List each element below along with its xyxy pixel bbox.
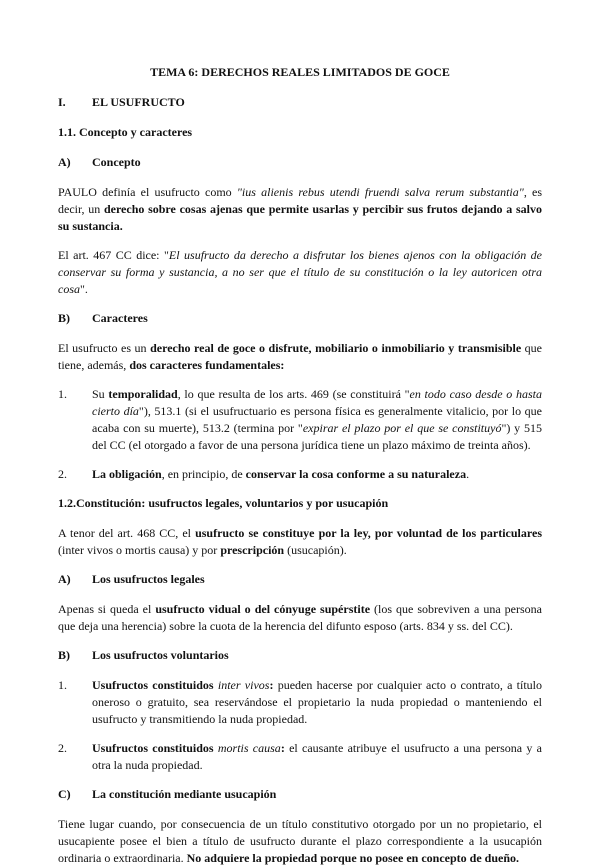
bold-text: conservar la cosa conforme a su naturaleza xyxy=(245,467,467,481)
list-item-temporalidad xyxy=(58,386,542,454)
heading-usufructos-legales xyxy=(58,571,542,588)
paragraph-usucapion xyxy=(58,816,542,867)
paragraph-art-467 xyxy=(58,247,542,298)
bold-text: derecho real de goce o disfrute, mobiliario o inmobiliario y transmisible xyxy=(150,341,522,355)
paragraph-paulo-definition xyxy=(58,184,542,235)
heading-letter: A) xyxy=(58,572,71,586)
heading-label: Los usufructos legales xyxy=(92,572,205,586)
list-item-inter-vivos xyxy=(58,677,542,728)
italic-text: inter vivos xyxy=(213,678,270,692)
subsection-heading-concepto-caracteres: 1.1. Concepto y caracteres xyxy=(58,125,193,139)
italic-text: en todo caso desde o hasta cierto día xyxy=(92,387,542,418)
text-run: (usucapión). xyxy=(284,543,347,557)
heading-letter: B) xyxy=(58,648,70,662)
text-run: PAULO definía el usufructo como xyxy=(58,185,237,199)
heading-concepto xyxy=(58,154,542,171)
paragraph-usufructo-vidual xyxy=(58,601,542,635)
article-quote: El usufructo da derecho a disfrutar los bienes ajenos con la obligación de conservar su forma y sustancia, a no ser que el título de su constitución o la ley autoricen otra cosa xyxy=(58,248,543,296)
list-number: 1. xyxy=(58,387,67,401)
text-run: (los que sobreviven a una persona que deja una herencia) sobre la cuota de la herencia del difunto esposo (arts. 834 y ss. del CC). xyxy=(58,602,542,633)
list-number: 1. xyxy=(58,678,67,692)
section-heading-usufructo xyxy=(58,94,542,111)
bold-definition: derecho sobre cosas ajenas que permite usarlas y percibir sus frutos dejando a salvo su sustancia. xyxy=(58,202,542,233)
text-run: , en principio, de xyxy=(161,467,246,481)
list-item-obligacion xyxy=(58,466,542,483)
italic-text: expirar el plazo por el que se constituyó xyxy=(302,421,502,435)
text-run: Su xyxy=(92,387,109,401)
text-run: . xyxy=(466,467,470,481)
text-run: Tiene lugar cuando, por consecuencia de un título constitutivo otorgado por un no propietario, el usucapiente posee el bien a título de usufructo durante el plazo correspondiente a la usucapión ordinaria o extraordinaria. xyxy=(58,817,542,865)
section-label: EL USUFRUCTO xyxy=(92,95,185,109)
text-run: , lo que resulta de los arts. 469 (se constituirá " xyxy=(177,387,410,401)
list-text xyxy=(92,677,542,728)
bold-text: Usufructos constituidos xyxy=(92,678,214,692)
heading-usufructos-voluntarios xyxy=(58,647,542,664)
list-item-mortis-causa xyxy=(58,740,542,774)
heading-letter: B) xyxy=(58,311,70,325)
heading-label: La constitución mediante usucapión xyxy=(92,787,277,801)
list-text xyxy=(92,466,469,483)
list-number: 2. xyxy=(58,467,67,481)
list-text xyxy=(92,740,542,774)
text-run: el causante atribuye el usufructo a una persona y a otra la nuda propiedad. xyxy=(92,741,542,772)
heading-letter: A) xyxy=(58,155,71,169)
text-run: , es decir, un xyxy=(58,185,543,216)
heading-usucapion xyxy=(58,786,542,803)
latin-quote: "ius alienis rebus utendi fruendi salva rerum substantia" xyxy=(236,185,524,199)
heading-label: Los usufructos voluntarios xyxy=(92,648,229,662)
bold-text: No adquiere la propiedad porque no posee en concepto de dueño. xyxy=(186,851,519,865)
text-run: que tiene, además, xyxy=(58,341,543,372)
heading-letter: C) xyxy=(58,787,71,801)
list-number: 2. xyxy=(58,741,67,755)
bold-text: : xyxy=(280,741,285,755)
text-run: Apenas si queda el xyxy=(58,602,156,616)
paragraph-art-468 xyxy=(58,525,542,559)
bold-text: : xyxy=(269,678,274,692)
heading-caracteres xyxy=(58,310,542,327)
bold-text: La obligación xyxy=(92,467,162,481)
heading-label: Caracteres xyxy=(92,311,148,325)
bold-text: Usufructos constituidos xyxy=(92,741,214,755)
subsection-heading-constitucion: 1.2.Constitución: usufructos legales, voluntarios y por usucapión xyxy=(58,496,389,510)
text-run: ") y 515 del CC (el otorgado a favor de una persona jurídica tiene un plazo máximo de treinta años). xyxy=(92,421,542,452)
bold-text: temporalidad xyxy=(108,387,178,401)
paragraph-caracteres xyxy=(58,340,542,374)
heading-label: Concepto xyxy=(92,155,141,169)
text-run: El usufructo es un xyxy=(58,341,151,355)
bold-text: dos caracteres fundamentales: xyxy=(129,358,285,372)
text-run: pueden hacerse por cualquier acto o contrato, a título oneroso o gratuito, sea reservándose el propietario la nuda propiedad o manteniendo el usufructo y transmitiendo la nuda propiedad. xyxy=(92,678,542,726)
text-run: El art. 467 CC dice: " xyxy=(58,248,169,262)
bold-text: usufructo vidual o del cónyuge supérstite xyxy=(155,602,371,616)
text-run: (inter vivos o mortis causa) y por xyxy=(58,543,221,557)
list-text xyxy=(92,386,542,454)
document-title: TEMA 6: DERECHOS REALES LIMITADOS DE GOCE xyxy=(150,65,450,79)
text-run: A tenor del art. 468 CC, el xyxy=(58,526,196,540)
bold-text: usufructo se constituye por la ley, por voluntad de los particulares xyxy=(195,526,542,540)
text-run: ". xyxy=(80,282,88,296)
section-number: I. xyxy=(58,95,66,109)
bold-text: prescripción xyxy=(220,543,285,557)
italic-text: mortis causa xyxy=(213,741,281,755)
text-run: "), 513.1 (si el usufructuario es persona física es generalmente vitalicio, por lo que acaba con su muerte), 513.2 (termina por " xyxy=(92,404,543,435)
